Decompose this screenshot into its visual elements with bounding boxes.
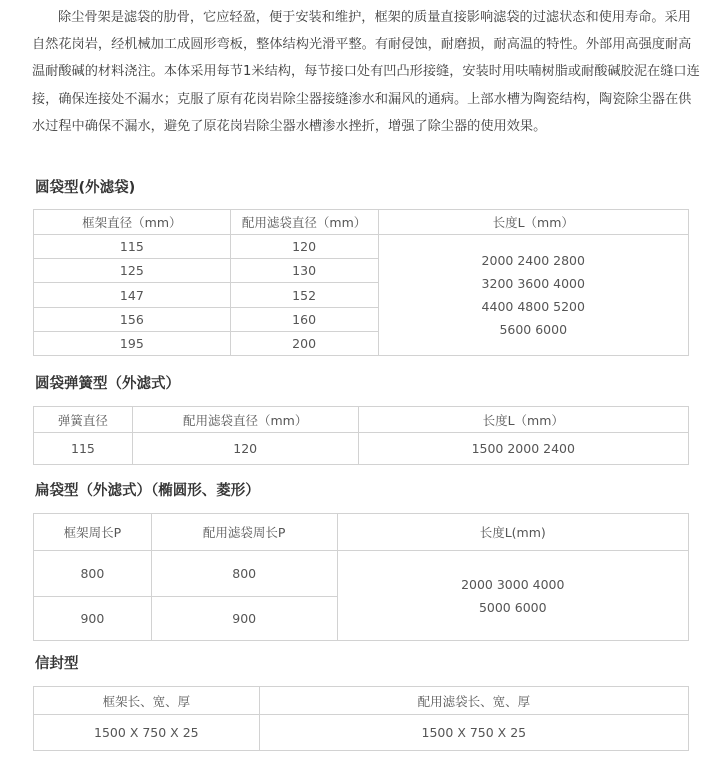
length-line: 3200 3600 4000 bbox=[481, 276, 585, 291]
cell-bag-diameter: 120 bbox=[230, 235, 378, 259]
section-title-envelope: 信封型 bbox=[35, 656, 79, 672]
table-header-row bbox=[34, 407, 689, 433]
cell-bag-dimensions: 1500 X 750 X 25 bbox=[259, 715, 688, 751]
intro-paragraph: 除尘骨架是滤袋的肋骨，它应轻盈，便于安装和维护，框架的质量直接影响滤袋的过滤状态和使用寿命。采用自然花岗岩，经机械加工成圆形弯板，整体结构光滑平整。有耐侵蚀，耐磨损，耐高温的特性。外部用高强度耐高温耐酸碱的材料浇注。本体采用每节1米结构，每节接口处有凹凸形接缝，安装时用呋喃树脂或耐酸碱胶泥在缝口连接，确保连接处不漏水；克服了原有花岗岩除尘器接缝渗水和漏风的通病。上部水槽为陶瓷结构，陶瓷除尘器在供水过程中确保不漏水，避免了原花岗岩除尘器水槽渗水挫折，增强了除尘器的使用效果。 bbox=[32, 10, 700, 134]
length-line: 2000 3000 4000 bbox=[461, 576, 565, 592]
cell-frame-perimeter: 900 bbox=[34, 597, 152, 641]
cell-frame-diameter: 147 bbox=[34, 283, 231, 308]
envelope-table bbox=[33, 686, 689, 751]
cell-length-options bbox=[378, 235, 689, 356]
cell-bag-diameter: 130 bbox=[230, 259, 378, 283]
section-title-flat-bag: 扁袋型（外滤式）（椭圆形、菱形） bbox=[35, 483, 260, 499]
cell-frame-perimeter: 800 bbox=[34, 551, 152, 597]
round-bag-table bbox=[33, 209, 689, 356]
header-bag-dimensions: 配用滤袋长、宽、厚 bbox=[259, 687, 688, 715]
header-bag-perimeter: 配用滤袋周长P bbox=[151, 514, 337, 551]
cell-bag-diameter: 120 bbox=[132, 433, 358, 465]
header-bag-diameter: 配用滤袋直径（mm） bbox=[132, 407, 358, 433]
table-row bbox=[34, 235, 689, 259]
cell-bag-diameter: 152 bbox=[230, 283, 378, 308]
table-row bbox=[34, 715, 689, 751]
length-line: 2000 2400 2800 bbox=[481, 253, 585, 268]
header-length: 长度L（mm） bbox=[378, 210, 689, 235]
section-title-round-bag: 圆袋型(外滤袋) bbox=[35, 180, 136, 196]
table-header-row bbox=[34, 687, 689, 715]
length-line: 5000 6000 bbox=[478, 599, 547, 615]
header-frame-perimeter: 框架周长P bbox=[34, 514, 152, 551]
header-length: 长度L(mm) bbox=[337, 514, 688, 551]
cell-length-options bbox=[337, 551, 688, 641]
cell-bag-perimeter: 800 bbox=[151, 551, 337, 597]
table-header-row bbox=[34, 210, 689, 235]
cell-frame-diameter: 115 bbox=[34, 235, 231, 259]
cell-spring-diameter: 115 bbox=[34, 433, 133, 465]
table-header-row bbox=[34, 514, 689, 551]
cell-frame-diameter: 156 bbox=[34, 308, 231, 332]
table-row bbox=[34, 551, 689, 597]
table-row bbox=[34, 433, 689, 465]
header-spring-diameter: 弹簧直径 bbox=[34, 407, 133, 433]
length-line: 5600 6000 bbox=[499, 322, 568, 337]
header-length: 长度L（mm） bbox=[358, 407, 688, 433]
cell-length-options: 1500 2000 2400 bbox=[358, 433, 688, 465]
cell-bag-perimeter: 900 bbox=[151, 597, 337, 641]
spring-bag-table bbox=[33, 406, 689, 465]
cell-frame-diameter: 195 bbox=[34, 332, 231, 356]
flat-bag-table bbox=[33, 513, 689, 641]
cell-bag-diameter: 200 bbox=[230, 332, 378, 356]
length-line: 4400 4800 5200 bbox=[481, 299, 585, 314]
header-frame-dimensions: 框架长、宽、厚 bbox=[34, 687, 260, 715]
header-frame-diameter: 框架直径（mm） bbox=[34, 210, 231, 235]
cell-frame-diameter: 125 bbox=[34, 259, 231, 283]
section-title-spring-bag: 圆袋弹簧型（外滤式） bbox=[35, 376, 180, 392]
header-bag-diameter: 配用滤袋直径（mm） bbox=[230, 210, 378, 235]
cell-bag-diameter: 160 bbox=[230, 308, 378, 332]
cell-frame-dimensions: 1500 X 750 X 25 bbox=[34, 715, 260, 751]
